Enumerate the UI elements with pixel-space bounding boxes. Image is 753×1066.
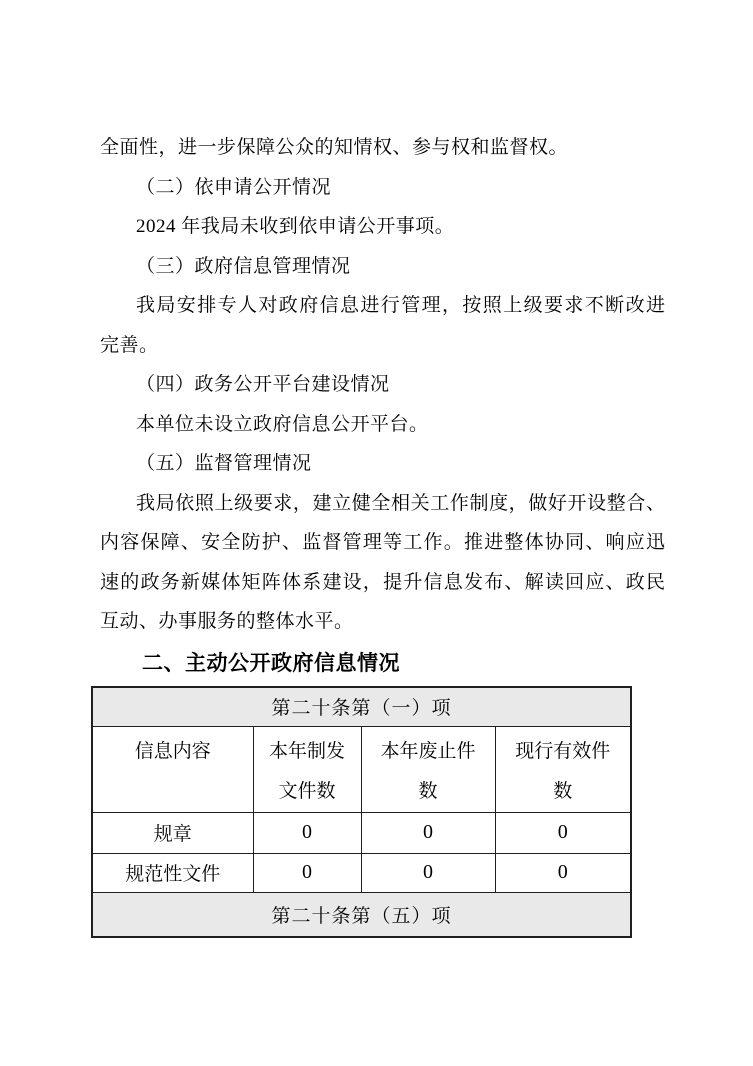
- table-header-row: [92, 726, 631, 812]
- column-header-line: 数: [553, 780, 573, 802]
- column-header-repealed-this-year: [361, 726, 495, 812]
- row-label: 规章: [92, 812, 253, 853]
- row-label: 规范性文件: [92, 853, 253, 892]
- body-line: 全面性，进一步保障公众的知情权、参与权和监督权。: [100, 137, 569, 158]
- column-header-line: 现行有效件: [515, 740, 611, 762]
- column-header-line: 数: [418, 780, 438, 802]
- section-heading-2: 二、主动公开政府信息情况: [142, 651, 400, 675]
- column-header-info-content: [92, 726, 253, 812]
- cell-value: 0: [495, 853, 631, 892]
- body-line: 完善。: [100, 334, 159, 356]
- table-caption-row-top: [92, 687, 631, 727]
- disclosure-table: [91, 686, 632, 938]
- body-line: 速的政务新媒体矩阵体系建设，提升信息发布、解读回应、政民: [100, 571, 665, 593]
- cell-value: 0: [361, 853, 495, 892]
- table-caption-row-bottom: [92, 892, 631, 937]
- body-line: 2024 年我局未收到依申请公开事项。: [136, 216, 455, 237]
- report-body: [100, 128, 665, 938]
- table-row-regulations: [92, 812, 631, 853]
- column-header-line: 信息内容: [134, 740, 211, 762]
- column-header-issued-this-year: [253, 726, 361, 812]
- body-line-subheading-3: （三）政府信息管理情况: [136, 255, 351, 277]
- table-row-normative-documents: [92, 853, 631, 892]
- body-line-subheading-2: （二）依申请公开情况: [136, 176, 332, 198]
- body-line: 我局依照上级要求，建立健全相关工作制度，做好开设整合、: [136, 492, 665, 514]
- cell-value: 0: [361, 812, 495, 853]
- column-header-line: 本年制发: [268, 740, 345, 762]
- body-line: 我局安排专人对政府信息进行管理，按照上级要求不断改进: [136, 295, 665, 316]
- body-line: 内容保障、安全防护、监督管理等工作。推进整体协同、响应迅: [100, 532, 665, 553]
- column-header-line: 本年废止件: [380, 740, 476, 762]
- body-line: 互动、办事服务的整体水平。: [100, 611, 354, 632]
- body-line-subheading-5: （五）监督管理情况: [136, 453, 312, 474]
- body-line-subheading-4: （四）政务公开平台建设情况: [136, 374, 390, 395]
- cell-value: 0: [253, 853, 361, 892]
- table-caption-article-20-5: 第二十条第（五）项: [92, 892, 631, 937]
- body-line: 本单位未设立政府信息公开平台。: [136, 413, 429, 435]
- table-caption-article-20-1: 第二十条第（一）项: [92, 687, 631, 727]
- column-header-line: 文件数: [278, 780, 336, 802]
- column-header-currently-valid: [495, 726, 631, 812]
- cell-value: 0: [253, 812, 361, 853]
- cell-value: 0: [495, 812, 631, 853]
